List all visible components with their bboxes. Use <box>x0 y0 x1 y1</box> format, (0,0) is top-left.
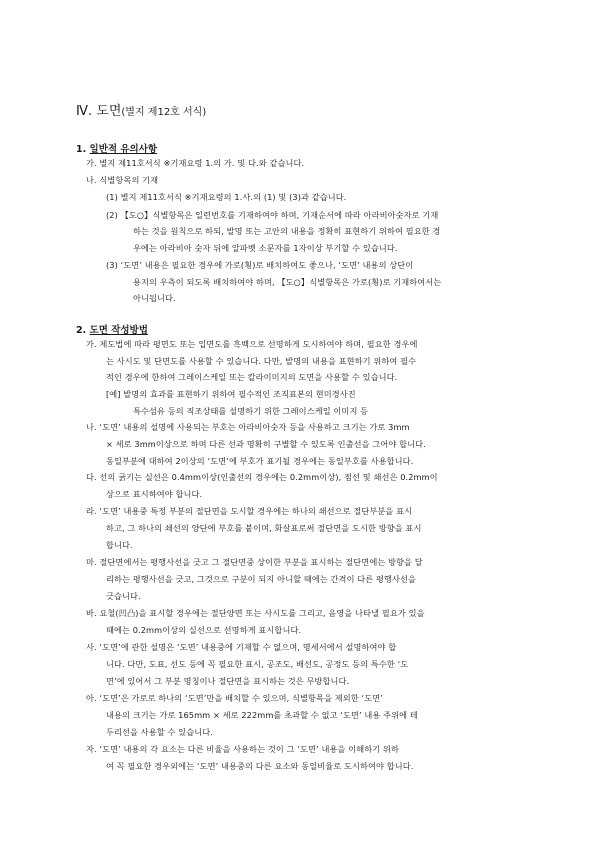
section-2-line: 리하는 평행사선을 긋고, 그것으로 구분이 되지 아니할 때에는 간격이 다른 평행사선을 <box>106 574 417 584</box>
section-2-title: 도면 작성방법 <box>89 325 148 336</box>
section-2-line: 두리선을 사용할 수 있습니다. <box>106 727 213 737</box>
section-2-line: 긋습니다. <box>106 591 141 601</box>
section-2-line: 적인 경우에 한하여 그레이스케일 또는 칼라이미지의 도면을 사용할 수 있습니다. <box>106 372 398 382</box>
page-title <box>76 100 206 119</box>
section-2-line: [예] 발명의 효과를 표현하기 위하여 필수적인 조직표본의 현미경사진 <box>106 389 356 399</box>
section-2-line: 사. ‘도면’에 관한 설명은 ‘도면’ 내용중에 기재할 수 없으며, 명세서에서 설명하여야 합 <box>86 642 397 652</box>
section-2-line: 아. ‘도면’은 가로로 하나의 ‘도면’만을 배치할 수 있으며, 식별항목을 제외한 ‘도면’ <box>86 693 383 703</box>
section-1-line: 가. 별지 제11호서식 ※기재요령 1.의 가. 및 다.와 같습니다. <box>86 158 305 168</box>
section-2-line: 마. 절단면에서는 평행사선을 긋고 그 절단면중 상이한 부분을 표시하는 절단면에는 방향을 달 <box>86 557 423 567</box>
section-2-line: 나. ‘도면’ 내용의 설명에 사용되는 부호는 아라비아숫자 등을 사용하고 크기는 가로 3mm <box>86 422 410 432</box>
section-2-line: 다. 선의 굵기는 실선은 0.4mm이상(인출선의 경우에는 0.2mm이상), 점선 및 쇄선은 0.2mm이 <box>86 472 438 482</box>
section-2-line: 바. 요철(凹凸)을 표시할 경우에는 절단양면 또는 사시도를 그리고, 음영을 나타낼 필요가 있을 <box>86 608 425 618</box>
section-2-heading <box>76 322 148 336</box>
section-2-line: 하고, 그 하나의 쇄선의 양단에 부호를 붙이며, 화살표로써 절단면을 도시한 방향을 표시 <box>106 523 422 533</box>
section-1-line: (2) 【도○】식별항목은 일련번호를 기재하여야 하며, 기재순서에 따라 아라비아숫자로 기재 <box>106 210 439 220</box>
section-2-line: 자. ‘도면’ 내용의 각 요소는 다른 비율을 사용하는 것이 그 ‘도면’ 내용을 이해하기 위하 <box>86 744 399 754</box>
section-2-line: 니다. 다만, 도표, 선도 등에 꼭 필요한 표시, 공조도, 배선도, 공정도 등의 특수한 ‘도 <box>106 659 409 669</box>
title-note: (별지 제12호 서식) <box>121 107 207 118</box>
section-2-line: 는 사시도 및 단면도를 사용할 수 있습니다. 다만, 발명의 내용을 표현하기 위하여 필수 <box>106 356 417 366</box>
section-1-line: 용지의 우측이 되도록 배치하여야 하며, 【도○】식별항목은 가로(횡)로 기재하여서는 <box>133 277 442 287</box>
section-2-line: 합니다. <box>106 540 133 550</box>
section-1-line: (1) 별지 제11호서식 ※기재요령의 1.사.의 (1) 및 (3)과 같습니다. <box>106 192 347 202</box>
section-1-line: 하는 것을 원칙으로 하되, 발명 또는 고안의 내용을 정확히 표현하기 위하여 필요한 경 <box>133 226 441 236</box>
section-2-line: 가. 제도법에 따라 평면도 또는 입면도를 흑백으로 선명하게 도시하여야 하며, 필요한 경우에 <box>86 339 418 349</box>
section-1-number: 1. <box>76 144 87 155</box>
section-2-line: 면’에 있어서 그 부분 명칭이나 절단면을 표시하는 것은 무방합니다. <box>106 676 350 686</box>
section-1-line: 우에는 아라비아 숫자 뒤에 알파벳 소문자를 1자이상 부기할 수 있습니다. <box>133 243 398 253</box>
section-1-title: 일반적 유의사항 <box>89 144 158 155</box>
section-2-number: 2. <box>76 325 87 336</box>
section-2-line: 내용의 크기는 가로 165mm × 세로 222mm를 초과할 수 없고 ‘도면’ 내용 주위에 테 <box>106 710 418 720</box>
section-1-line: 아니됩니다. <box>133 293 176 303</box>
title-text: Ⅳ. 도면 <box>76 104 122 119</box>
section-2-line: 여 꼭 필요한 경우외에는 ‘도면’ 내용중의 다른 요소와 동일비율로 도시하여야 합니다. <box>106 761 414 771</box>
section-1-line: 나. 식별항목의 기재 <box>86 175 159 185</box>
section-2-line: × 세로 3mm이상으로 하며 다른 선과 명확히 구별할 수 있도록 인출선을 그어야 합니다. <box>106 439 426 449</box>
section-1-heading <box>76 141 157 155</box>
section-2-line: 동일부분에 대하여 2이상의 ‘도면’에 부호가 표기될 경우에는 동일부호를 사용합니다. <box>106 456 414 466</box>
section-2-line: 상으로 표시하여야 합니다. <box>106 489 203 499</box>
section-2-line: 특수섬유 등의 직조상태를 설명하기 위한 그레이스케일 이미지 등 <box>133 406 369 416</box>
section-2-line: 라. ‘도면’ 내용중 특정 부분의 절단면을 도시할 경우에는 하나의 쇄선으로 절단부분을 표시 <box>86 506 413 516</box>
section-1-line: (3) ‘도면’ 내용은 필요한 경우에 가로(횡)로 배치하여도 좋으나, ‘도면’ 내용의 상단이 <box>106 260 414 270</box>
section-2-line: 때에는 0.2mm이상의 실선으로 선명하게 표시합니다. <box>106 625 302 635</box>
